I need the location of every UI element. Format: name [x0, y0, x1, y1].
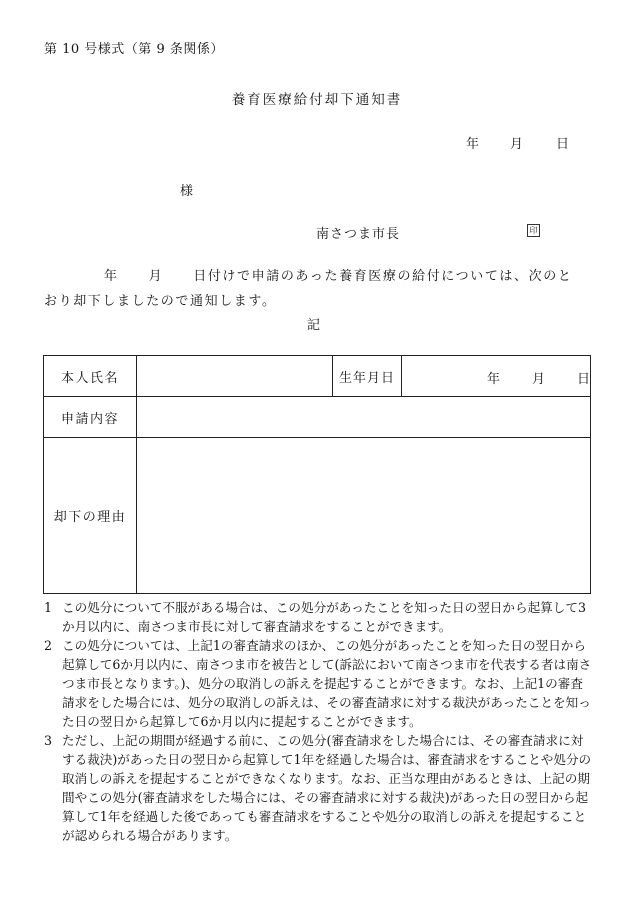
body-month: 月 [148, 269, 164, 284]
form-number: 第 10 号様式（第 9 条関係） [44, 42, 224, 57]
note-number: 2 [44, 638, 53, 653]
note-text: ただし、上記の期間が経過する前に、この処分(審査請求をした場合には、その審査請求に対する裁決)があった日の翌日から起算して1年を経過した場合は、審査請求をすることや処分の取消しの訴えを提起することができなくなります。なお、正当な理由があるときは、上記の期間やこの処分(審査請求をした場合には、その審査請求に対する裁決)があった日の翌日から起算して1年を経過した後であっても審査請求をすることや処分の取消しの訴えを提起することが認められる場合があります。 [62, 733, 592, 843]
date-month-label: 月 [510, 137, 524, 152]
note-number: 3 [44, 733, 53, 748]
dob-year-label: 年 [487, 372, 501, 387]
document-title: 養育医療給付却下通知書 [231, 92, 403, 108]
body-year: 年 [104, 269, 119, 284]
date-year-label: 年 [466, 137, 480, 152]
reason-field[interactable] [137, 438, 591, 594]
reason-label: 却下の理由 [44, 438, 137, 594]
dob-label: 生年月日 [333, 356, 402, 397]
seal-mark: 印 [527, 224, 540, 237]
details-table [43, 355, 591, 594]
body-text-rest: 日付けで申請のあった養育医療の給付については、次のと [193, 269, 573, 284]
note-item [42, 636, 592, 731]
name-field[interactable] [137, 356, 333, 397]
note-item [42, 731, 592, 845]
note-text: この処分について不服がある場合は、この処分があったことを知った日の翌日から起算して3か月以内に、南さつま市長に対して審査請求をすることができます。 [62, 600, 586, 634]
dob-field[interactable] [402, 356, 591, 397]
dob-month-label: 月 [532, 372, 546, 387]
note-text: この処分については、上記1の審査請求のほか、この処分があったことを知った日の翌日から起算して6か月以内に、南さつま市を被告として(訴訟において南さつま市を代表する者は南さつま市長となります。)、処分の取消しの訴えを提起することができます。なお、上記1の審査請求をした場合には、処分の取消しの訴えは、その審査請求に対する裁決があったことを知った日の翌日から起算して6か月以内に提起することができます。 [62, 638, 592, 729]
note-number: 1 [44, 600, 53, 615]
body-line-2: おり却下しましたので通知します。 [44, 294, 277, 309]
body-line-1 [44, 265, 572, 284]
dob-day-label: 日 [577, 372, 591, 387]
date-day-label: 日 [556, 137, 570, 152]
issuer-name: 南さつま市長 [316, 227, 401, 242]
name-label: 本人氏名 [44, 356, 137, 397]
request-label: 申請内容 [44, 397, 137, 438]
request-field[interactable] [137, 397, 591, 438]
notes-list [42, 598, 592, 845]
note-item [42, 598, 592, 636]
recipient-honorific: 様 [180, 184, 194, 199]
ki-heading: 記 [307, 318, 321, 333]
